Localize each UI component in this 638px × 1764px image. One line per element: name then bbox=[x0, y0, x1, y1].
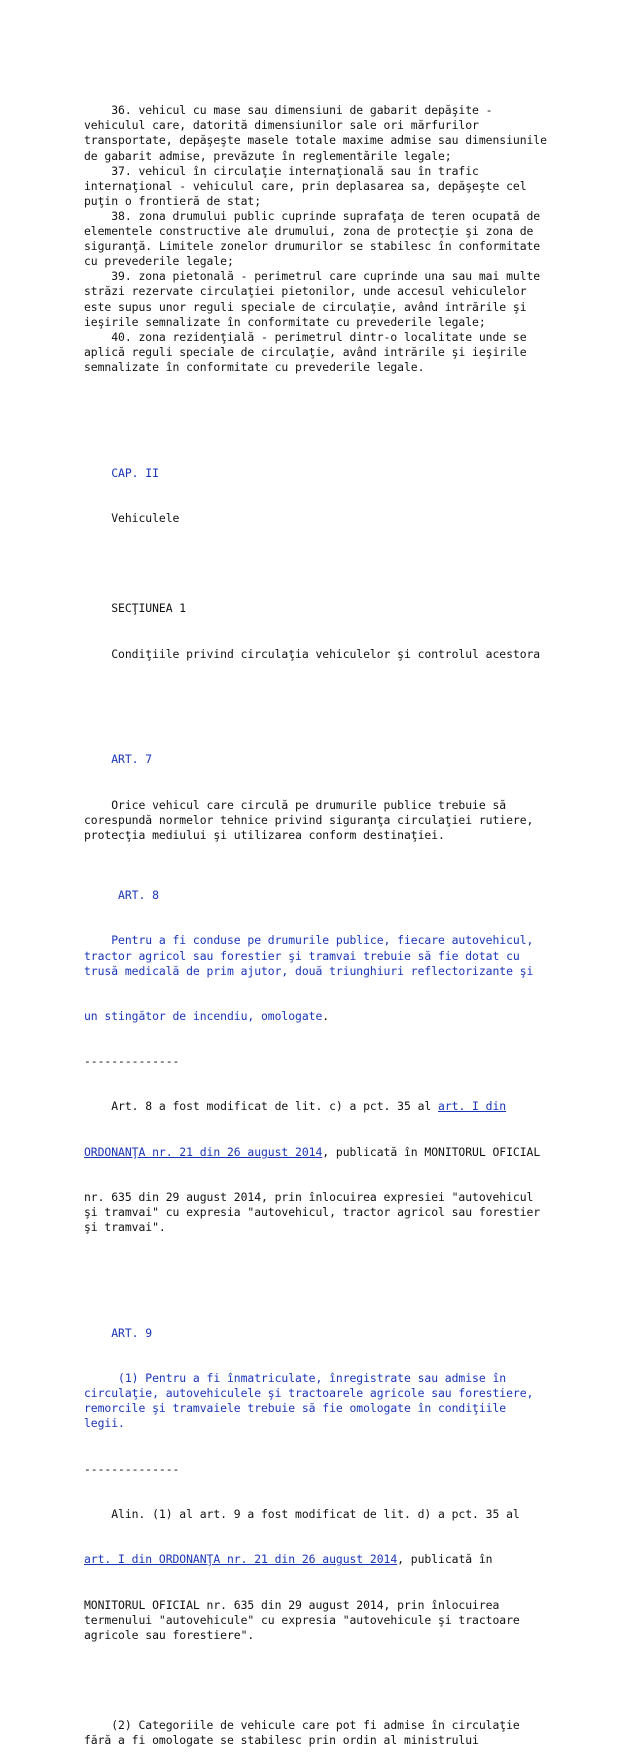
text-line: (1) Pentru a fi înmatriculate, înregistrate sau admise în bbox=[84, 1371, 507, 1386]
text-line: străzi rezervate circulaţiei pietonilor, unde accesul vehiculelor bbox=[84, 284, 527, 299]
article-8-period: . bbox=[322, 1008, 330, 1023]
text-line: ieşirile semnalizate în conformitate cu prevederile legale; bbox=[84, 314, 486, 329]
text-line: 38. zona drumului public cuprinde suprafaţa de teren ocupată de bbox=[84, 208, 541, 223]
text-line: 39. zona pietonală - perimetrul care cuprinde una sau mai multe bbox=[84, 269, 541, 284]
article-8-label: ART. 8 bbox=[84, 888, 159, 903]
article-9-paragraph-2 bbox=[84, 1718, 594, 1748]
text-line: de gabarit admise, prevăzute în reglementările legale; bbox=[84, 148, 452, 163]
text-line: trusă medicală de prim ajutor, două triunghiuri reflectorizante şi bbox=[84, 963, 534, 978]
text-line: puţin o frontieră de stat; bbox=[84, 193, 262, 208]
definition-item bbox=[84, 330, 594, 375]
article-9-note-text: Alin. (1) al art. 9 a fost modificat de lit. d) a pct. 35 al bbox=[84, 1507, 520, 1521]
article-7-label: ART. 7 bbox=[84, 752, 153, 767]
text-line: şi tramvai" cu expresia "autovehicul, tractor agricol sau forestier bbox=[84, 1205, 541, 1220]
ordinance-link[interactable]: art. I din bbox=[438, 1099, 507, 1114]
article-8-note-text: Art. 8 a fost modificat de lit. c) a pct. 35 al bbox=[84, 1099, 439, 1114]
definition-item bbox=[84, 164, 594, 209]
chapter-title: Vehiculele bbox=[84, 510, 180, 525]
text-line: vehiculul care, datorită dimensiunilor sale ori mărfurilor bbox=[84, 118, 479, 133]
definitions-list bbox=[84, 103, 594, 375]
text-line: remorcile şi tramvaiele trebuie să fie omologate în condiţiile bbox=[84, 1401, 507, 1416]
article-8-last-line: un stingător de incendiu, omologate bbox=[84, 1008, 323, 1023]
text-line: 37. vehicul în circulaţie internaţională sau în trafic bbox=[84, 163, 479, 178]
text-line: şi tramvai". bbox=[84, 1220, 166, 1235]
text-line: 36. vehicul cu mase sau dimensiuni de gabarit depăşite - bbox=[84, 103, 493, 118]
ordinance-link[interactable]: ORDONANŢA nr. 21 din 26 august 2014 bbox=[84, 1144, 323, 1159]
text-line: Orice vehicul care circulă pe drumurile publice trebuie să bbox=[84, 797, 507, 812]
article-7-text bbox=[84, 798, 594, 843]
definition-item bbox=[84, 269, 594, 329]
text-line: fără a fi omologate se stabilesc prin ordin al ministrului bbox=[84, 1733, 479, 1748]
section-label: SECŢIUNEA 1 bbox=[84, 601, 187, 616]
article-8-note bbox=[84, 1190, 594, 1235]
chapter-label: CAP. II bbox=[84, 465, 159, 480]
separator: -------------- bbox=[84, 1054, 180, 1069]
text-line: agricole sau forestiere". bbox=[84, 1627, 255, 1642]
article-8-note-text: , publicată în MONITORUL OFICIAL bbox=[322, 1144, 541, 1159]
text-line: protecţia mediului şi utilizarea conform destinaţiei. bbox=[84, 827, 445, 842]
text-line: termenului "autovehicule" cu expresia "autovehicule şi tractoare bbox=[84, 1612, 520, 1627]
ordinance-link[interactable]: art. I din ORDONANŢA nr. 21 din 26 august 2014 bbox=[84, 1552, 398, 1567]
article-9-label: ART. 9 bbox=[84, 1325, 153, 1340]
text-line: internaţional - vehiculul care, prin deplasarea sa, depăşeşte cel bbox=[84, 178, 527, 193]
text-line: corespundă normelor tehnice privind siguranţa circulaţiei rutiere, bbox=[84, 812, 534, 827]
article-8-text bbox=[84, 933, 594, 978]
text-line: nr. 635 din 29 august 2014, prin înlocuirea expresiei "autovehicul bbox=[84, 1190, 534, 1205]
section-title: Condiţiile privind circulaţia vehiculelor şi controlul acestora bbox=[84, 646, 541, 661]
text-line: (2) Categoriile de vehicule care pot fi admise în circulaţie bbox=[84, 1718, 520, 1733]
text-line: semnalizate în conformitate cu prevederile legale. bbox=[84, 359, 425, 374]
definition-item bbox=[84, 103, 594, 163]
text-line: legii. bbox=[84, 1416, 125, 1431]
text-line: Pentru a fi conduse pe drumurile publice, fiecare autovehicul, bbox=[84, 933, 534, 948]
document-page bbox=[84, 58, 594, 1764]
text-line: tractor agricol sau forestier şi tramvai trebuie să fie dotat cu bbox=[84, 948, 520, 963]
text-line: circulaţie, autovehiculele şi tractoarele agricole sau forestiere, bbox=[84, 1386, 534, 1401]
definition-item bbox=[84, 209, 594, 269]
article-9-note bbox=[84, 1598, 594, 1643]
text-line: aplică reguli speciale de circulaţie, având intrările şi ieşirile bbox=[84, 344, 527, 359]
article-9-note-text: , publicată în bbox=[397, 1552, 493, 1567]
separator: -------------- bbox=[84, 1461, 180, 1476]
text-line: siguranţă. Limitele zonelor drumurilor se stabilesc în conformitate bbox=[84, 239, 541, 254]
text-line: cu prevederile legale; bbox=[84, 254, 234, 269]
text-line: 40. zona rezidenţială - perimetrul dintr-o localitate unde se bbox=[84, 329, 527, 344]
text-line: elementele constructive ale drumului, zona de protecţie şi zona de bbox=[84, 224, 534, 239]
article-9-paragraph-1 bbox=[84, 1371, 594, 1431]
text-line: este supus unor reguli speciale de circulaţie, având intrările şi bbox=[84, 299, 527, 314]
text-line: MONITORUL OFICIAL nr. 635 din 29 august 2014, prin înlocuirea bbox=[84, 1597, 500, 1612]
text-line: transportate, depăşeşte masele totale maxime admise sau dimensiunile bbox=[84, 133, 547, 148]
